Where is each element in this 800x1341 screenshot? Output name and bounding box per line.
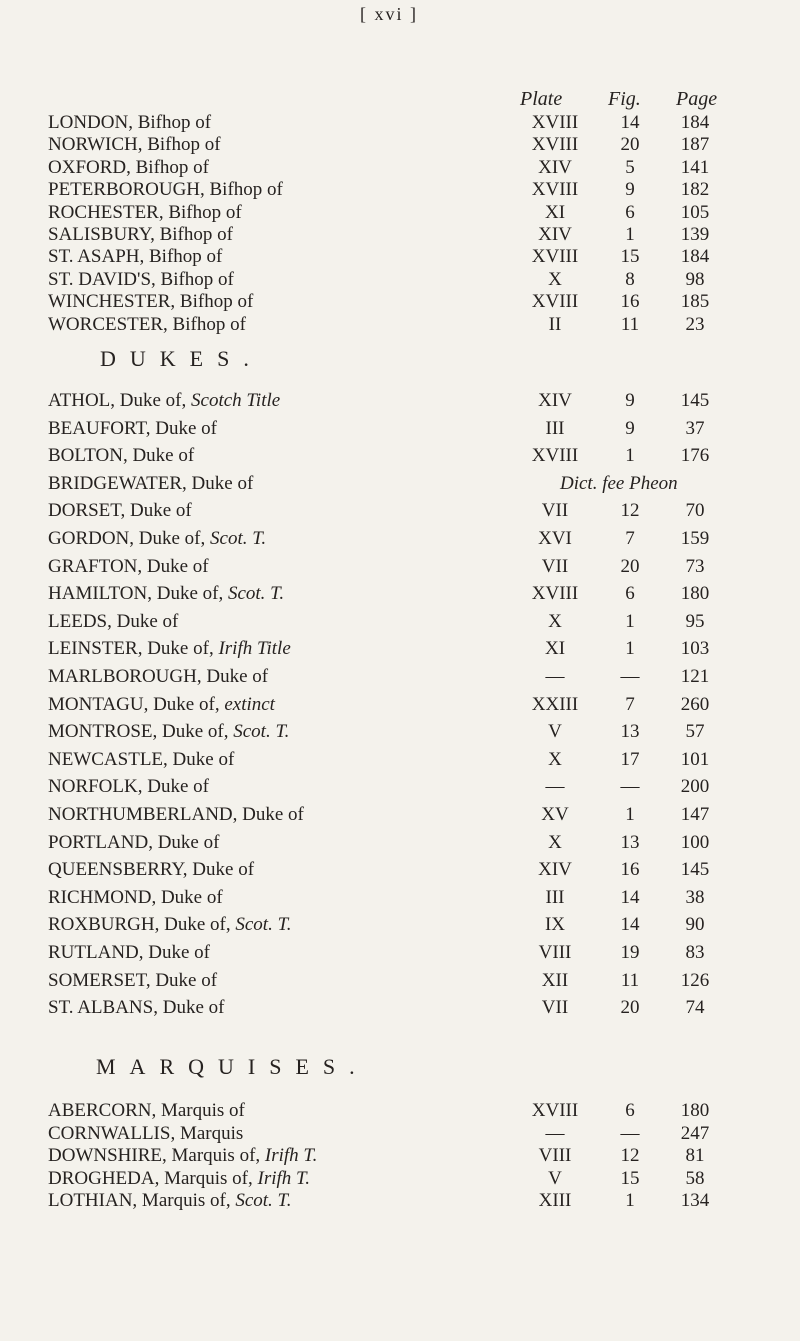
index-row <box>0 583 800 605</box>
entry-name <box>48 134 221 156</box>
plate-value: XI <box>544 638 566 660</box>
fig-value: 13 <box>620 721 640 743</box>
fig-value: 20 <box>620 555 640 577</box>
entry-name <box>48 1123 243 1145</box>
entry-title-text: ST. DAVID'S, Bifhop of <box>48 268 234 290</box>
index-row <box>0 942 800 964</box>
marquises-heading: MARQUISES. <box>96 1054 369 1079</box>
index-row <box>0 1145 800 1167</box>
entry-name <box>48 556 209 578</box>
fig-value: — <box>620 666 640 687</box>
page-value: 184 <box>680 246 710 268</box>
fig-value: 14 <box>620 112 640 133</box>
entry-name <box>48 157 209 179</box>
entry-title-text: SOMERSET, Duke of <box>48 969 218 991</box>
fig-value: 9 <box>625 179 635 201</box>
plate-value: — <box>545 666 565 687</box>
fig-value: 15 <box>620 246 640 268</box>
page-value: 180 <box>680 1100 710 1121</box>
index-row <box>0 611 800 633</box>
plate-value: X <box>548 610 562 632</box>
page-value: 37 <box>685 417 705 439</box>
index-row <box>0 246 800 268</box>
plate-value: XIV <box>538 859 572 881</box>
plate-value: X <box>548 268 562 290</box>
entry-title-text: ATHOL, Duke of, <box>48 390 187 411</box>
entry-title-note: Scotch Title <box>191 390 281 411</box>
plate-value: XVIII <box>531 246 579 268</box>
page-value: 200 <box>680 776 710 798</box>
index-row <box>0 445 800 467</box>
plate-value: VII <box>541 555 569 577</box>
fig-value: — <box>620 776 640 798</box>
entry-title-text: WINCHESTER, Bifhop of <box>48 291 254 313</box>
plate-value: XIII <box>538 1190 572 1212</box>
page-value: 105 <box>680 201 710 223</box>
page-value: 180 <box>680 583 710 605</box>
page-value: 38 <box>685 886 705 908</box>
page-value: 185 <box>680 291 710 313</box>
entry-name <box>48 859 254 881</box>
entry-title-text: LONDON, Bifhop of <box>48 112 212 133</box>
page-value: 74 <box>685 997 705 1019</box>
plate-value: VII <box>541 500 569 522</box>
page-value: 145 <box>680 390 710 411</box>
page-value: 23 <box>685 313 705 335</box>
index-row <box>0 179 800 201</box>
index-row <box>0 887 800 909</box>
page-value: 141 <box>680 156 710 178</box>
fig-value: 14 <box>620 914 640 936</box>
column-headers <box>0 88 800 110</box>
entry-title-text: ABERCORN, Marquis of <box>48 1100 245 1121</box>
entry-name <box>48 1190 291 1212</box>
dukes-heading: DUKES. <box>100 346 263 371</box>
plate-value: VIII <box>538 1145 572 1167</box>
plate-value: II <box>548 313 562 335</box>
index-row <box>0 859 800 881</box>
plate-value: VIII <box>538 942 572 963</box>
entry-title-note: Scot. T. <box>235 914 292 936</box>
fig-value: 6 <box>625 1100 635 1121</box>
entry-name <box>48 832 219 854</box>
entry-title-text: ST. ASAPH, Bifhop of <box>48 246 223 268</box>
index-row <box>0 528 800 550</box>
entry-title-text: ST. ALBANS, Duke of <box>48 997 225 1019</box>
entry-title-text: ROXBURGH, Duke of, <box>48 914 231 936</box>
entry-title-text: NEWCASTLE, Duke of <box>48 748 235 770</box>
index-row <box>0 776 800 798</box>
entry-title-text: OXFORD, Bifhop of <box>48 156 209 178</box>
plate-value: VII <box>541 997 569 1019</box>
entry-title-text: MONTROSE, Duke of, <box>48 721 229 743</box>
page-value: 57 <box>685 721 705 743</box>
fig-value: — <box>620 1122 640 1144</box>
index-row <box>0 157 800 179</box>
page-value: 90 <box>685 914 705 936</box>
fig-value: 1 <box>625 445 635 467</box>
entry-name <box>48 269 234 291</box>
fig-value: 17 <box>620 748 640 770</box>
fig-value: 11 <box>620 969 640 991</box>
fig-value: 20 <box>620 134 640 156</box>
fig-value: 1 <box>625 638 635 660</box>
entry-name <box>48 528 266 550</box>
entry-title-text: SALISBURY, Bifhop of <box>48 224 233 245</box>
index-row <box>0 473 800 495</box>
entry-name <box>48 942 210 964</box>
fig-value: 6 <box>625 583 635 605</box>
entry-title-text: LEINSTER, Duke of, <box>48 638 214 660</box>
fig-value: 7 <box>625 528 635 549</box>
index-row <box>0 134 800 156</box>
index-row <box>0 997 800 1019</box>
index-row <box>0 721 800 743</box>
plate-value: XII <box>541 969 569 991</box>
entry-name <box>48 390 280 412</box>
index-row <box>0 314 800 336</box>
index-row <box>0 666 800 688</box>
plate-value: XXIII <box>531 693 579 715</box>
plate-value: XVIII <box>531 445 579 467</box>
plate-value: — <box>545 776 565 798</box>
entry-title-text: PORTLAND, Duke of <box>48 831 220 853</box>
entry-title-note: Scot. T. <box>233 721 290 743</box>
page-value: 81 <box>685 1145 705 1167</box>
page-value: 100 <box>680 831 710 853</box>
page-value: 147 <box>680 804 710 825</box>
entry-title-text: RUTLAND, Duke of <box>48 942 211 963</box>
index-row <box>0 390 800 412</box>
entry-name <box>48 694 275 716</box>
page-value: 58 <box>685 1167 705 1189</box>
entry-title-text: BRIDGEWATER, Duke of <box>48 472 254 494</box>
entry-name <box>48 1145 317 1167</box>
entry-name <box>48 721 289 743</box>
entry-name <box>48 914 291 936</box>
index-row <box>0 500 800 522</box>
page-value: 187 <box>680 134 710 156</box>
entry-title-text: LEEDS, Duke of <box>48 610 179 632</box>
entry-name <box>48 500 192 522</box>
fig-value: 6 <box>625 201 635 223</box>
entry-name <box>48 638 291 660</box>
entry-title-text: WORCESTER, Bifhop of <box>48 313 246 335</box>
fig-value: 14 <box>620 886 640 908</box>
entry-title-note: Scot. T. <box>210 528 267 549</box>
index-row <box>0 202 800 224</box>
entry-title-text: PETERBOROUGH, Bifhop of <box>48 179 283 201</box>
entry-name <box>48 291 253 313</box>
page-value: 126 <box>680 969 710 991</box>
fig-value: 1 <box>625 804 635 825</box>
plate-value: — <box>545 1122 565 1144</box>
entry-name <box>48 112 211 134</box>
entry-title-text: QUEENSBERRY, Duke of <box>48 859 255 881</box>
fig-value: 12 <box>620 500 640 522</box>
page-value: 103 <box>680 638 710 660</box>
fig-value: 11 <box>620 313 640 335</box>
page-header: [ xvi ] <box>360 4 418 24</box>
page-value: 145 <box>680 859 710 881</box>
fig-value: 7 <box>625 693 635 715</box>
plate-value: XVIII <box>531 112 579 133</box>
fig-value: 5 <box>625 156 635 178</box>
entry-title-note: extinct <box>224 693 275 715</box>
fig-value: 13 <box>620 831 640 853</box>
plate-column-header: Plate <box>520 88 563 110</box>
entry-title-note: Irifh T. <box>257 1167 310 1189</box>
entry-title-text: RICHMOND, Duke of <box>48 886 223 908</box>
index-row <box>0 556 800 578</box>
fig-value: 9 <box>625 417 635 439</box>
index-row <box>0 970 800 992</box>
page-value: 139 <box>680 224 710 245</box>
entry-name <box>48 246 222 268</box>
page-value: 101 <box>680 748 710 770</box>
plate-value: XIV <box>538 224 572 245</box>
entry-title-note: Scot. T. <box>227 583 285 605</box>
page-value: 70 <box>685 500 705 522</box>
entry-title-note: Irifh T. <box>264 1145 318 1167</box>
entry-name <box>48 887 223 909</box>
entry-name <box>48 473 253 495</box>
entry-name <box>48 804 304 826</box>
index-row <box>0 1190 800 1212</box>
plate-value: XIV <box>538 156 572 178</box>
fig-value: 1 <box>625 1190 635 1212</box>
index-row <box>0 749 800 771</box>
entry-name <box>48 179 283 201</box>
entry-name <box>48 314 246 336</box>
entry-title-text: LOTHIAN, Marquis of, <box>48 1190 231 1212</box>
fig-value: 20 <box>620 997 640 1019</box>
entry-title-text: NORWICH, Bifhop of <box>48 134 221 156</box>
entry-title-text: BEAUFORT, Duke of <box>48 417 217 439</box>
plate-value: XIV <box>538 390 572 411</box>
plate-value: III <box>545 886 565 908</box>
index-row <box>0 694 800 716</box>
entry-name <box>48 583 284 605</box>
entry-title-text: GRAFTON, Duke of <box>48 555 209 577</box>
fig-value: 16 <box>620 859 640 881</box>
plate-value: XVIII <box>531 134 579 156</box>
index-row <box>0 1168 800 1190</box>
entry-name <box>48 445 194 467</box>
entry-title-text: MARLBOROUGH, Duke of <box>48 666 269 687</box>
fig-value: 8 <box>625 268 635 290</box>
page-value: 159 <box>680 528 710 549</box>
index-row <box>0 1100 800 1122</box>
page-value: 184 <box>680 112 710 133</box>
index-row <box>0 638 800 660</box>
plate-value: V <box>548 1167 562 1189</box>
entry-name <box>48 418 217 440</box>
plate-value: V <box>548 721 562 743</box>
index-row <box>0 112 800 134</box>
plate-value: XVI <box>538 528 572 549</box>
entry-name <box>48 776 209 798</box>
entry-title-text: CORNWALLIS, Marquis <box>48 1122 244 1144</box>
plate-value: XVIII <box>531 1100 579 1121</box>
entry-title-text: BOLTON, Duke of <box>48 445 195 467</box>
entry-title-text: DROGHEDA, Marquis of, <box>48 1167 253 1189</box>
page-value: 73 <box>685 555 705 577</box>
index-row <box>0 269 800 291</box>
entry-title-text: MONTAGU, Duke of, <box>48 693 220 715</box>
entry-name <box>48 666 268 688</box>
index-row <box>0 291 800 313</box>
fig-column-header: Fig. <box>608 88 641 110</box>
fig-value: 1 <box>625 610 635 632</box>
page-value: 247 <box>680 1122 710 1144</box>
plate-value: XVIII <box>531 291 579 313</box>
fig-value: 12 <box>620 1145 640 1167</box>
page-value: 182 <box>680 179 710 201</box>
index-row <box>0 804 800 826</box>
entry-title-text: NORTHUMBERLAND, Duke of <box>48 804 304 825</box>
fig-value: 19 <box>620 942 640 963</box>
index-row <box>0 1123 800 1145</box>
page-value: 134 <box>680 1190 710 1212</box>
page-value: 95 <box>685 610 705 632</box>
plate-value: XI <box>544 201 566 223</box>
entry-name <box>48 202 242 224</box>
entry-name <box>48 611 178 633</box>
page-value: 260 <box>680 693 710 715</box>
page-column-header: Page <box>676 88 718 110</box>
entry-name <box>48 749 234 771</box>
fig-value: 1 <box>625 224 635 245</box>
entry-title-note: Irifh Title <box>218 638 291 660</box>
index-row <box>0 224 800 246</box>
index-row <box>0 914 800 936</box>
fig-value: 15 <box>620 1167 640 1189</box>
fig-value: 16 <box>620 291 640 313</box>
page-value: 121 <box>680 666 710 687</box>
plate-value: III <box>545 417 565 439</box>
entry-name <box>48 1168 310 1190</box>
page-value: 83 <box>685 942 705 963</box>
index-row <box>0 832 800 854</box>
page-value: 98 <box>685 268 705 290</box>
plate-value: X <box>548 748 562 770</box>
entry-title-text: NORFOLK, Duke of <box>48 776 209 798</box>
plate-value: XVIII <box>531 583 579 605</box>
entry-title-text: HAMILTON, Duke of, <box>48 583 224 605</box>
entry-name <box>48 997 224 1019</box>
entry-title-text: GORDON, Duke of, <box>48 528 206 549</box>
fig-value: 9 <box>625 390 635 411</box>
plate-value: IX <box>544 914 566 936</box>
entry-title-text: DORSET, Duke of <box>48 500 192 522</box>
entry-title-text: DOWNSHIRE, Marquis of, <box>48 1145 261 1167</box>
page-value: 176 <box>680 445 710 467</box>
entry-title-note: Scot. T. <box>235 1190 292 1212</box>
index-row <box>0 418 800 440</box>
entry-name <box>48 1100 245 1122</box>
entry-title-text: ROCHESTER, Bifhop of <box>48 201 242 223</box>
plate-value: XVIII <box>531 179 579 201</box>
cross-reference-note: Dict. fee Pheon <box>560 472 678 494</box>
entry-name <box>48 224 233 246</box>
entry-name <box>48 970 217 992</box>
plate-value: XV <box>541 804 569 825</box>
plate-value: X <box>548 831 562 853</box>
